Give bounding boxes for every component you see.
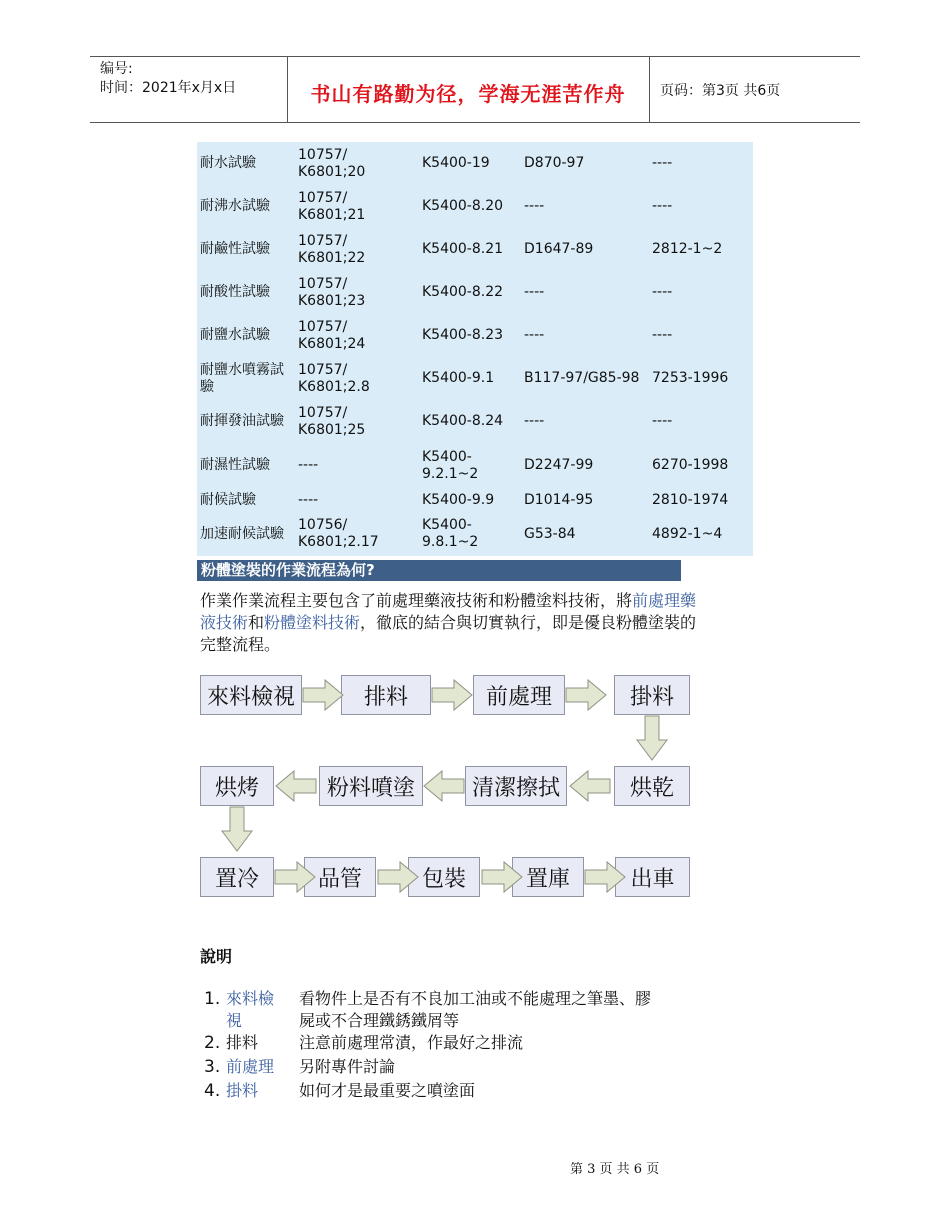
- flow-step: 品管: [304, 857, 376, 897]
- table-row: [197, 400, 753, 443]
- table-cell: 10757/ K6801;24: [298, 318, 366, 352]
- table-cell: 耐濕性試驗: [200, 457, 270, 473]
- table-row: [197, 357, 753, 400]
- header-meta: [100, 60, 236, 98]
- table-cell: ----: [524, 413, 545, 429]
- table-cell: D1014-95: [524, 491, 594, 508]
- standards-table: [197, 142, 753, 556]
- flow-arrow-icon: [424, 771, 464, 801]
- table-cell: G53-84: [524, 525, 576, 542]
- flow-arrow-icon: [222, 807, 252, 851]
- table-cell: D1647-89: [524, 241, 594, 257]
- flow-step: 粉料噴塗: [319, 766, 423, 806]
- flow-arrow-icon: [482, 862, 522, 892]
- table-cell: 耐酸性試驗: [200, 284, 270, 300]
- flow-arrow-icon: [570, 771, 610, 801]
- table-cell: 耐鹼性試驗: [200, 241, 270, 257]
- item-number: 1.: [204, 989, 221, 1009]
- header-divider: [649, 56, 650, 122]
- table-cell: 耐候試驗: [200, 491, 256, 508]
- flow-step: 排料: [341, 675, 431, 715]
- table-row: [197, 314, 753, 357]
- table-cell: K5400-8.21: [422, 241, 504, 257]
- serial-label: 编号:: [100, 61, 133, 77]
- table-cell: ----: [652, 198, 673, 214]
- table-cell: 10757/ K6801;22: [298, 232, 366, 266]
- item-description: 看物件上是否有不良加工油或不能處理之筆墨、膠屍或不合理鐵銹鐵屑等: [299, 989, 652, 1030]
- flow-arrow-icon: [275, 862, 315, 892]
- header-bottom-rule: [90, 122, 860, 123]
- table-cell: 耐鹽水試驗: [200, 327, 270, 343]
- header-top-rule: [90, 56, 860, 57]
- table-row: [197, 512, 753, 556]
- table-cell: K5400-19: [422, 155, 490, 171]
- flow-step: 掛料: [614, 675, 690, 715]
- table-cell: K5400-9.1: [422, 370, 495, 386]
- notes-title: 說明: [200, 947, 233, 966]
- table-cell: 10756/ K6801;2.17: [298, 517, 379, 550]
- section-paragraph: [200, 590, 700, 656]
- table-cell: D870-97: [524, 155, 585, 171]
- page-footer: 第 3 页 共 6 页: [570, 1162, 660, 1177]
- table-cell: K5400-8.20: [422, 198, 504, 214]
- table-cell: 耐水試驗: [200, 155, 256, 171]
- table-cell: 耐揮發油試驗: [200, 413, 284, 429]
- flow-step: 烘烤: [200, 766, 274, 806]
- table-cell: ----: [524, 284, 545, 300]
- table-cell: K5400-9.9: [422, 491, 495, 508]
- flow-arrow-icon: [276, 771, 316, 801]
- paragraph-text: ，徹底的結合與切實執行，即是優良粉體塗裝的完整流程。: [200, 613, 697, 654]
- table-cell: 7253-1996: [652, 370, 729, 386]
- table-cell: 加速耐候試驗: [200, 525, 284, 542]
- table-cell: ----: [524, 327, 545, 343]
- table-cell: ----: [652, 327, 673, 343]
- table-row: [197, 271, 753, 314]
- table-cell: 10757/ K6801;20: [298, 146, 366, 180]
- table-cell: ----: [298, 457, 319, 473]
- flow-arrow-icon: [303, 680, 343, 710]
- table-cell: 10757/ K6801;2.8: [298, 361, 370, 395]
- flow-step: 來料檢視: [200, 675, 302, 715]
- table-cell: K5400-8.22: [422, 284, 504, 300]
- table-row: [197, 443, 753, 488]
- header-motto: 书山有路勤为径，学海无涯苦作舟: [310, 82, 626, 106]
- paragraph-text: 作業作業流程主要包含了前處理藥液技術和粉體塗料技術，將: [200, 591, 633, 610]
- paragraph-text: 和: [248, 613, 265, 632]
- table-cell: 耐鹽水噴霧試驗: [200, 361, 284, 395]
- table-cell: 10757/ K6801;25: [298, 404, 366, 438]
- item-description: 注意前處理常漬，作最好之排流: [299, 1033, 524, 1052]
- table-cell: ----: [524, 198, 545, 214]
- table-cell: ----: [652, 155, 673, 171]
- table-row: [197, 488, 753, 512]
- flow-arrow-icon: [432, 680, 472, 710]
- item-description: 另附專件討論: [299, 1057, 396, 1076]
- table-cell: ----: [652, 284, 673, 300]
- item-term: 排料: [226, 1033, 259, 1052]
- flow-step: 出車: [615, 857, 690, 897]
- table-row: [197, 142, 753, 185]
- table-cell: 耐沸水試驗: [200, 198, 270, 214]
- flow-arrow-icon: [637, 716, 667, 760]
- header-page-info: 页码：第3页 共6页: [660, 83, 781, 99]
- table-cell: 2812-1~2: [652, 241, 723, 257]
- table-row: [197, 228, 753, 271]
- table-cell: B117-97/G85-98: [524, 370, 640, 386]
- item-term[interactable]: 掛料: [226, 1081, 259, 1100]
- flow-step: 前處理: [473, 675, 565, 715]
- flow-arrow-icon: [378, 862, 418, 892]
- table-row: [197, 185, 753, 228]
- table-cell: K5400-9.2.1~2: [422, 448, 479, 482]
- flow-step: 清潔擦拭: [465, 766, 567, 806]
- powder-coating-link[interactable]: 粉體塗料技術: [264, 613, 361, 632]
- flow-step: 包裝: [408, 857, 480, 897]
- table-cell: 4892-1~4: [652, 525, 723, 542]
- item-number: 2.: [204, 1033, 221, 1053]
- table-cell: 10757/ K6801;21: [298, 189, 366, 223]
- table-cell: K5400-8.23: [422, 327, 504, 343]
- flow-arrow-icon: [585, 862, 625, 892]
- table-cell: K5400-8.24: [422, 413, 504, 429]
- item-number: 4.: [204, 1081, 221, 1101]
- flow-step: 置庫: [512, 857, 584, 897]
- item-description: 如何才是最重要之噴塗面: [299, 1081, 476, 1100]
- flow-step: 烘乾: [614, 766, 690, 806]
- time-label: 时间：2021年x月x日: [100, 80, 237, 96]
- flow-step: 置冷: [200, 857, 274, 897]
- table-cell: D2247-99: [524, 457, 594, 473]
- item-term[interactable]: 前處理: [226, 1057, 275, 1076]
- table-cell: ----: [652, 413, 673, 429]
- table-cell: ----: [298, 491, 319, 508]
- flow-arrow-icon: [566, 680, 606, 710]
- table-cell: 6270-1998: [652, 457, 729, 473]
- table-cell: K5400-9.8.1~2: [422, 517, 479, 550]
- item-number: 3.: [204, 1057, 221, 1077]
- table-cell: 10757/ K6801;23: [298, 275, 366, 309]
- section-title: 粉體塗裝的作業流程為何?: [197, 560, 681, 581]
- item-term[interactable]: 來料檢視: [226, 989, 275, 1030]
- pretreatment-link[interactable]: 前處理藥液技術: [200, 591, 697, 632]
- table-cell: 2810-1974: [652, 491, 729, 508]
